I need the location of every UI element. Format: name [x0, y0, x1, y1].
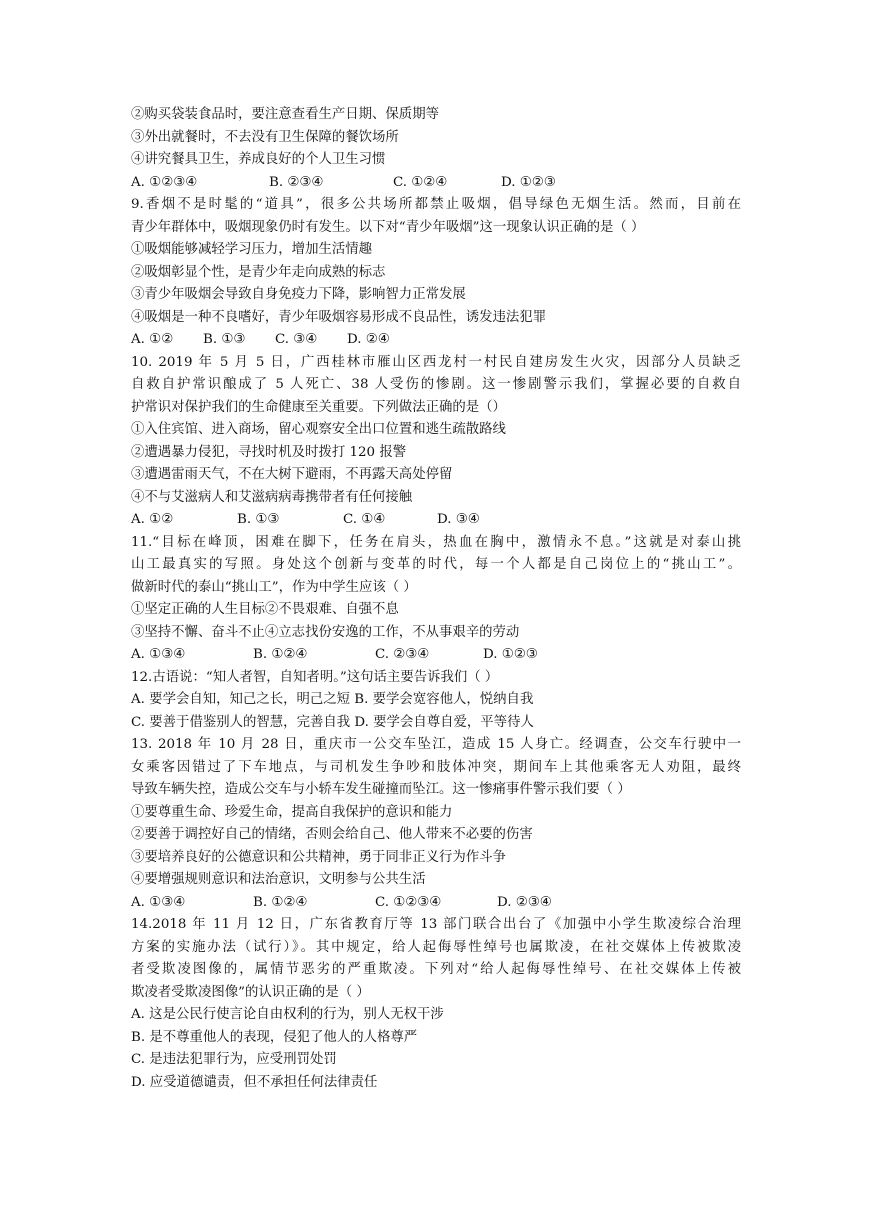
q10-option-c: C. ①④ — [343, 512, 386, 527]
q12-options-line-1: A. 要学会自知，知己之长，明己之短 B. 要学会宽容他人，悦纳自我 — [131, 692, 534, 707]
q8-item-2: ②购买袋装食品时，要注意查看生产日期、保质期等 — [131, 107, 439, 122]
q11-option-b: B. ①②④ — [253, 647, 308, 662]
question-8-tail — [131, 104, 741, 194]
q9-options — [131, 329, 741, 352]
q13-item-3: ③要培养良好的公德意识和公共精神，勇于同非正义行为作斗争 — [131, 849, 506, 865]
q12-options-line-2: C. 要善于借鉴别人的智慧，完善自我 D. 要学会自尊自爱，平等待人 — [131, 714, 534, 730]
q10-stem-line-3: 护常识对保护我们的生命健康至关重要。下列做法正确的是（） — [131, 399, 506, 415]
q11-option-d: D. ①②③ — [483, 647, 538, 662]
q8-option-c: C. ①②④ — [393, 174, 448, 190]
q13-item-1: ①要尊重生命、珍爱生命，提高自我保护的意识和能力 — [131, 804, 453, 820]
q14-stem-line-4: 欺凌者受欺凌图像”的认识正确的是（ ） — [131, 984, 370, 1000]
q9-item-2: ②吸烟彰显个性，是青少年走向成熟的标志 — [131, 264, 386, 280]
question-10 — [131, 352, 741, 532]
q10-item-1: ①入住宾馆、进入商场，留心观察安全出口位置和逃生疏散路线 — [131, 422, 506, 437]
q13-item-2: ②要善于调控好自己的情绪，否则会给自己、他人带来不必要的伤害 — [131, 827, 533, 842]
q14-stem-line-1: 14.2018 年 11 月 12 日，广东省教育厅等 13 部门联合出台了《加强中小学生欺凌综合治理 — [131, 917, 741, 932]
q9-option-d: D. ②④ — [347, 332, 390, 347]
q9-item-1: ①吸烟能够减轻学习压力，增加生活情趣 — [131, 242, 373, 257]
question-11 — [131, 532, 741, 667]
q10-option-d: D. ③④ — [437, 512, 480, 527]
q8-item-3: ③外出就餐时，不去没有卫生保障的餐饮场所 — [131, 129, 399, 145]
q11-stem-line-1: 11.“目标在峰顶，困难在脚下，任务在肩头，热血在胸中，激情永不息。”这就是对泰山挑 — [131, 534, 741, 550]
q13-stem-line-1: 13. 2018 年 10 月 28 日，重庆市一公交车坠江，造成 15 人身亡。经调查，公交车行驶中一 — [131, 737, 741, 752]
q11-item-line-2: ③坚持不懈、奋斗不止④立志找份安逸的工作，不从事艰辛的劳动 — [131, 624, 520, 640]
q12-stem: 12.古语说：“知人者智，自知者明。”这句话主要告诉我们（ ） — [131, 669, 499, 685]
q9-item-3: ③青少年吸烟会导致自身免疫力下降，影响智力正常发展 — [131, 287, 466, 302]
q10-item-4: ④不与艾滋病人和艾滋病病毒携带者有任何接触 — [131, 489, 413, 505]
q13-item-4: ④要增强规则意识和法治意识，文明参与公共生活 — [131, 872, 426, 887]
q13-options — [131, 892, 741, 915]
q14-option-c: C. 是违法犯罪行为，应受刑罚处罚 — [131, 1052, 337, 1067]
q8-option-d: D. ①②③ — [501, 174, 556, 190]
q11-stem-line-3: 做新时代的泰山“挑山工”，作为中学生应该（ ） — [131, 579, 417, 595]
q9-option-c: C. ③④ — [275, 332, 318, 347]
q10-item-3: ③遭遇雷雨天气，不在大树下避雨，不再露天高处停留 — [131, 467, 453, 482]
question-12 — [131, 667, 741, 735]
q9-stem-line-1: 9.香烟不是时髦的“道具”，很多公共场所都禁止吸烟，倡导绿色无烟生活。然而，目前在 — [131, 197, 741, 212]
q10-options — [131, 509, 741, 532]
q13-option-a: A. ①③④ — [131, 894, 186, 910]
q9-item-4: ④吸烟是一种不良嗜好，青少年吸烟容易形成不良品性，诱发违法犯罪 — [131, 309, 547, 325]
q9-stem-line-2: 青少年群体中，吸烟现象仍时有发生。以下对“青少年吸烟”这一现象认识正确的是（ ） — [131, 219, 645, 235]
q11-option-c: C. ②③④ — [375, 647, 430, 662]
q14-option-b: B. 是不尊重他人的表现，侵犯了他人的人格尊严 — [131, 1029, 418, 1045]
question-14 — [131, 914, 741, 1094]
q11-item-line-1: ①坚定正确的人生目标②不畏艰难、自强不息 — [131, 602, 399, 617]
q9-option-a: A. ①② — [131, 332, 174, 347]
q14-stem-line-2: 方案的实施办法（试行）》。其中规定，给人起侮辱性绰号也属欺凌，在社交媒体上传被欺凌 — [131, 939, 741, 955]
q11-options — [131, 644, 741, 667]
q11-option-a: A. ①③④ — [131, 647, 186, 662]
q8-item-4: ④讲究餐具卫生，养成良好的个人卫生习惯 — [131, 152, 386, 167]
q13-stem-line-2: 女乘客因错过了下车地点，与司机发生争吵和肢体冲突，期间车上其他乘客无人劝阻，最终 — [131, 759, 741, 775]
q13-option-b: B. ①②④ — [253, 894, 308, 910]
question-13 — [131, 734, 741, 914]
q14-option-d: D. 应受道德谴责，但不承担任何法律责任 — [131, 1074, 378, 1090]
q10-option-b: B. ①③ — [237, 512, 280, 527]
q11-stem-line-2: 山工最真实的写照。身处这个创新与变革的时代，每一个人都是自己岗位上的“挑山工”。 — [131, 557, 741, 572]
q13-option-c: C. ①②③④ — [375, 894, 442, 910]
q10-stem-line-2: 自救自护常识酿成了 5 人死亡、38 人受伤的惨剧。这一惨剧警示我们，掌握必要的自救自 — [131, 377, 741, 392]
q8-option-a: A. ①②③④ — [131, 174, 198, 190]
q13-option-d: D. ②③④ — [497, 894, 552, 910]
q10-item-2: ②遭遇暴力侵犯，寻找时机及时拨打 120 报警 — [131, 444, 407, 460]
q10-option-a: A. ①② — [131, 512, 174, 527]
q8-options — [131, 172, 741, 195]
q8-option-b: B. ②③④ — [269, 174, 324, 190]
q13-stem-line-3: 导致车辆失控，造成公交车与小轿车发生碰撞而坠江。这一惨痛事件警示我们要（ ） — [131, 782, 631, 797]
q9-option-b: B. ①③ — [203, 332, 246, 347]
q14-option-a: A. 这是公民行使言论自由权利的行为，别人无权干涉 — [131, 1007, 444, 1022]
question-9 — [131, 194, 741, 352]
q10-stem-line-1: 10. 2019 年 5 月 5 日，广西桂林市雁山区西龙村一村民自建房发生火灾，因部分人员缺乏 — [131, 354, 741, 370]
q14-stem-line-3: 者受欺凌图像的，属情节恶劣的严重欺凌。下列对“给人起侮辱性绰号、在社交媒体上传被 — [131, 962, 741, 977]
exam-page — [131, 104, 741, 1094]
